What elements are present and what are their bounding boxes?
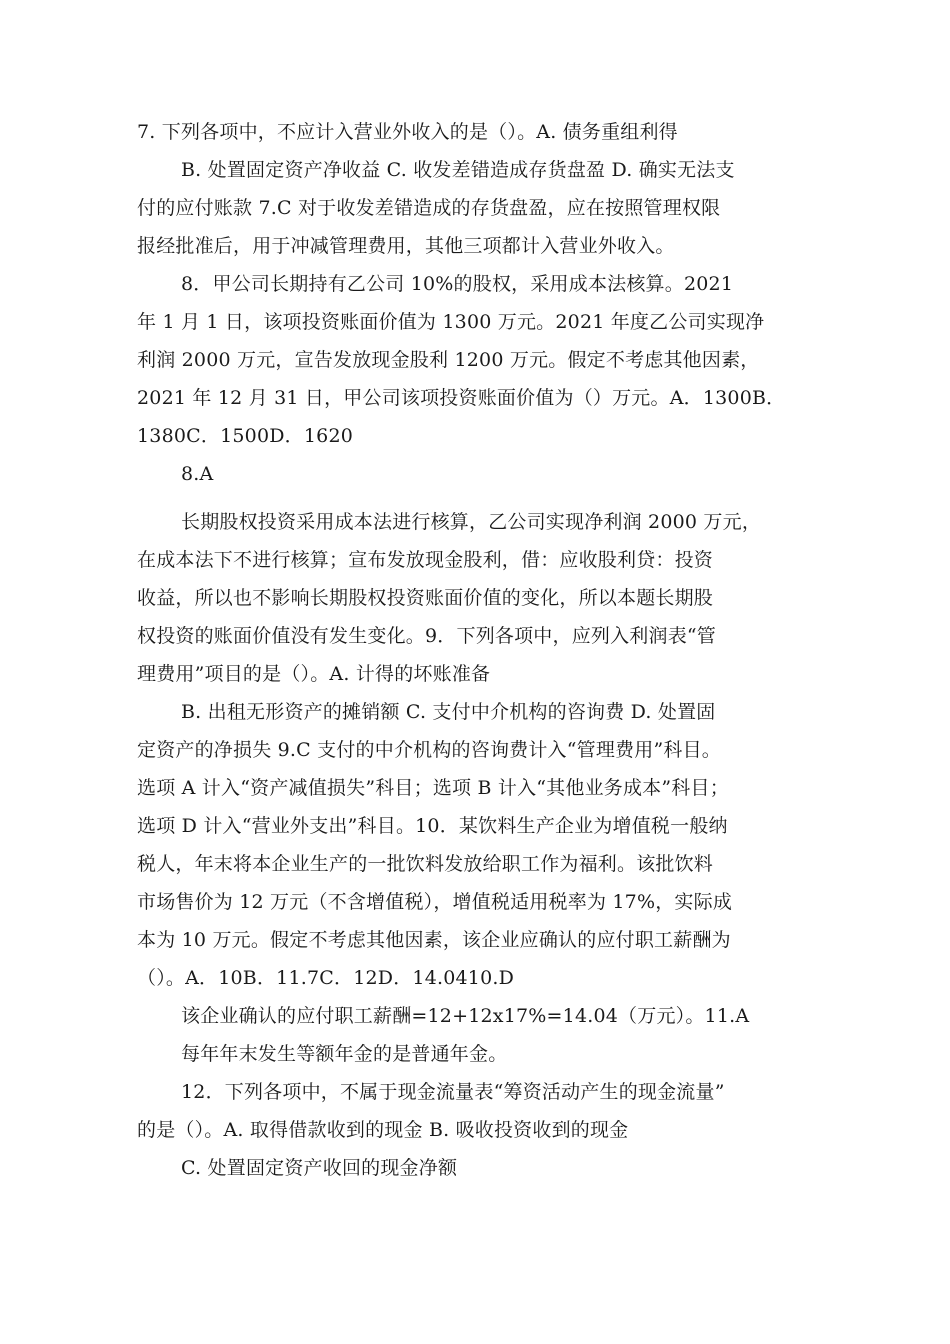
text-line: 本为 10 万元。假定不考虑其他因素，该企业应确认的应付职工薪酬为	[137, 929, 731, 951]
text-line: B. 处置固定资产净收益 C. 收发差错造成存货盘盈 D. 确实无法支	[181, 159, 735, 181]
text-line: 在成本法下不进行核算；宣布发放现金股利，借：应收股利贷：投资	[137, 549, 714, 571]
text-line: 选项 D 计入“营业外支出”科目。10．某饮料生产企业为增值税一般纳	[137, 815, 728, 837]
text-line: 的是（）。A. 取得借款收到的现金 B. 吸收投资收到的现金	[137, 1119, 629, 1141]
text-line: 收益，所以也不影响长期股权投资账面价值的变化，所以本题长期股	[137, 587, 714, 609]
text-line: 1380C．1500D．1620	[137, 425, 354, 447]
text-line: B. 出租无形资产的摊销额 C. 支付中介机构的咨询费 D. 处置固	[181, 701, 716, 723]
text-line: 该企业确认的应付职工薪酬=12+12x17%=14.04（万元）。11.A	[181, 1005, 750, 1027]
text-line: 选项 A 计入“资产减值损失”科目；选项 B 计入“其他业务成本”科目；	[137, 777, 729, 799]
text-line: 报经批准后，用于冲减管理费用，其他三项都计入营业外收入。	[137, 235, 675, 257]
text-line: 每年年末发生等额年金的是普通年金。	[181, 1043, 508, 1065]
text-line: 理费用”项目的是（）。A. 计得的坏账准备	[137, 663, 491, 685]
text-line: 2021 年 12 月 31 日，甲公司该项投资账面价值为（）万元。A．1300B．	[137, 387, 786, 409]
text-line: 长期股权投资采用成本法进行核算，乙公司实现净利润 2000 万元，	[181, 511, 762, 533]
text-line: 7. 下列各项中，不应计入营业外收入的是（）。A. 债务重组利得	[137, 121, 678, 143]
text-line: 权投资的账面价值没有发生变化。9．下列各项中，应列入利润表“管	[137, 625, 717, 647]
text-line: 12．下列各项中，不属于现金流量表“筹资活动产生的现金流量”	[181, 1081, 725, 1103]
text-line: 利润 2000 万元，宣告发放现金股利 1200 万元。假定不考虑其他因素，	[137, 349, 760, 371]
text-line: 市场售价为 12 万元（不含增值税），增值税适用税率为 17%，实际成	[137, 891, 733, 913]
document-body	[137, 113, 817, 1187]
text-line: 年 1 月 1 日，该项投资账面价值为 1300 万元。2021 年度乙公司实现净	[137, 311, 765, 333]
text-line: 税人，年末将本企业生产的一批饮料发放给职工作为福利。该批饮料	[137, 853, 714, 875]
text-line: 8．甲公司长期持有乙公司 10%的股权，采用成本法核算。2021	[181, 273, 734, 295]
answer-line: 8.A	[181, 463, 214, 485]
text-line: C. 处置固定资产收回的现金净额	[181, 1157, 458, 1179]
text-line: （）。A．10B．11.7C．12D．14.0410.D	[137, 967, 515, 989]
text-line: 定资产的净损失 9.C 支付的中介机构的咨询费计入“管理费用”科目。	[137, 739, 721, 761]
text-line: 付的应付账款 7.C 对于收发差错造成的存货盘盈，应在按照管理权限	[137, 197, 721, 219]
